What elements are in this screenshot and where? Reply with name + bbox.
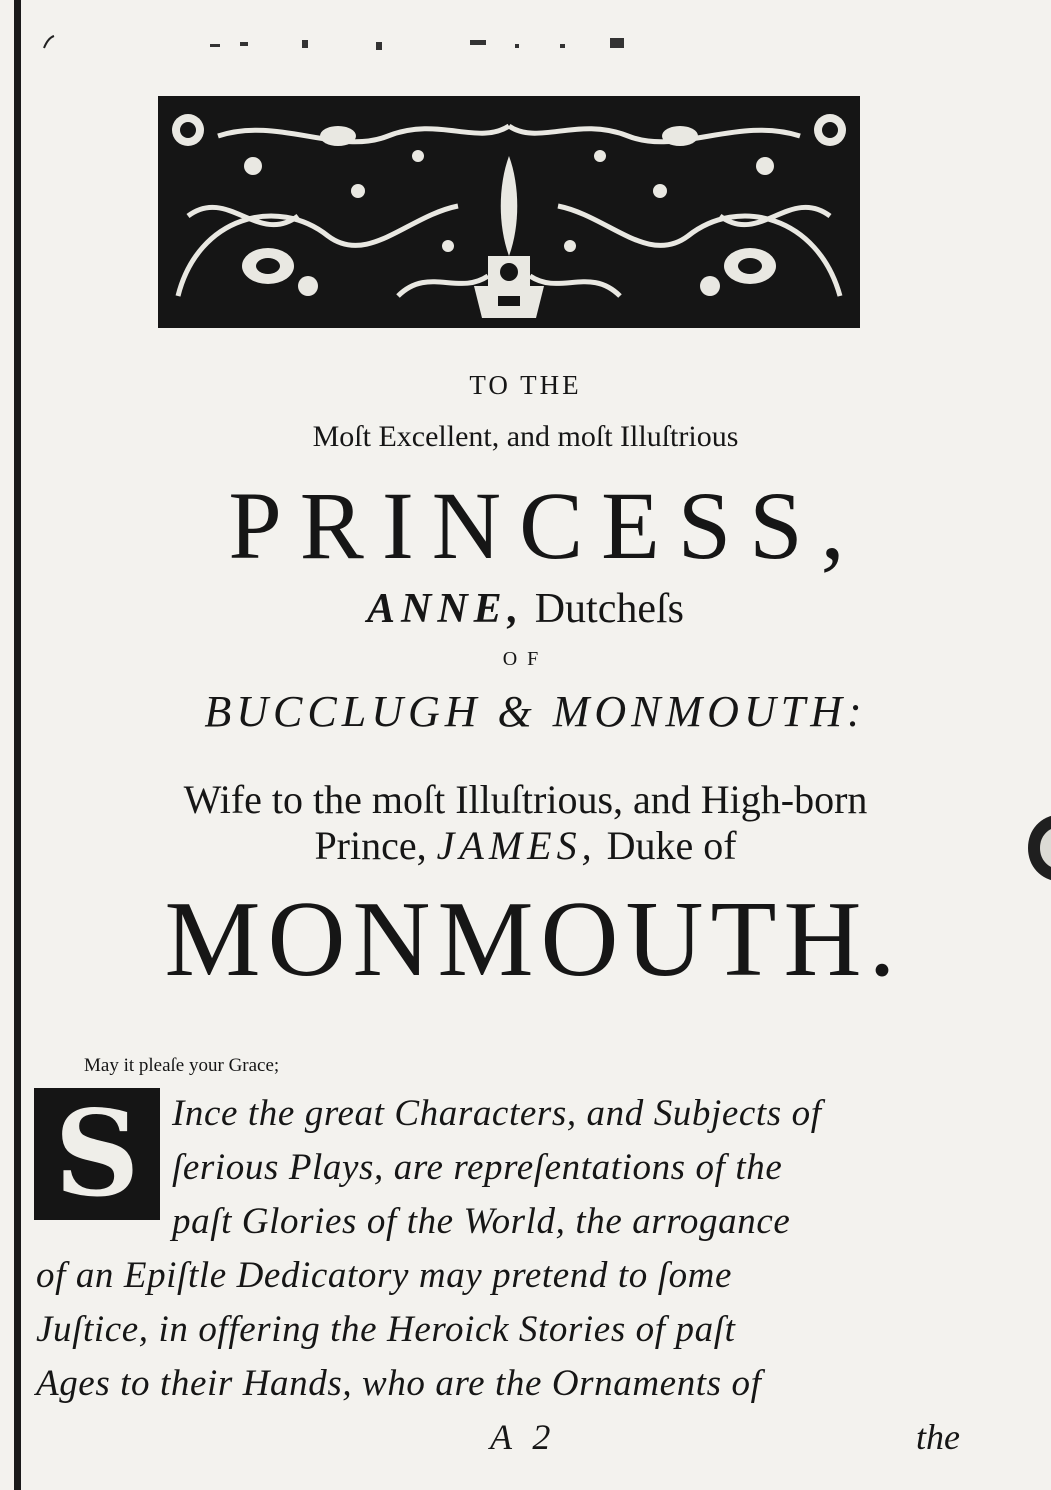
catchword: the [916, 1417, 960, 1457]
drop-cap-letter: S [54, 1084, 140, 1223]
word-prince: Prince, [314, 823, 437, 868]
name-anne: ANNE, [367, 586, 525, 632]
headpiece-ornament [158, 96, 860, 328]
heading-wife-to: Wife to the moſt Illuſtrious, and High-born [183, 777, 868, 822]
dedication-line-5: Juſtice, in offering the Heroick Stories of paſt [36, 1309, 736, 1350]
heading-most-excellent: Moſt Excellent, and moſt Illuſtrious [312, 420, 739, 453]
heading-prince-james [0, 822, 1051, 869]
signature-mark: A 2 [490, 1417, 557, 1457]
heading-of: OF [502, 648, 549, 670]
dedication-line-2: ſerious Plays, are repreſentations of the [172, 1147, 783, 1188]
heading-princess: PRINCESS, [228, 472, 863, 579]
heading-anne-dutchess [0, 585, 1051, 633]
dedication-line-1: Ince the great Characters, and Subjects of [172, 1093, 822, 1134]
salutation: May it pleaſe your Grace; [84, 1055, 280, 1076]
page-gutter-edge [14, 0, 21, 1490]
word-duke-of: Duke of [596, 823, 737, 868]
dedication-line-6: Ages to their Hands, who are the Ornaments of [36, 1363, 762, 1404]
bleed-through-marks [40, 30, 660, 60]
heading-to-the: TO THE [469, 370, 582, 400]
name-james: JAMES, [436, 823, 597, 868]
dedication-line-4: of an Epiſtle Dedicatory may pretend to ſome [36, 1255, 733, 1296]
heading-bucclugh-monmouth: BUCCLUGH & MONMOUTH: [204, 687, 867, 736]
title-dutchess: Dutcheſs [524, 586, 684, 632]
drop-cap-ornament [34, 1084, 160, 1223]
heading-monmouth: MONMOUTH. [164, 880, 903, 999]
dedication-line-3: paſt Glories of the World, the arrogance [172, 1201, 791, 1242]
